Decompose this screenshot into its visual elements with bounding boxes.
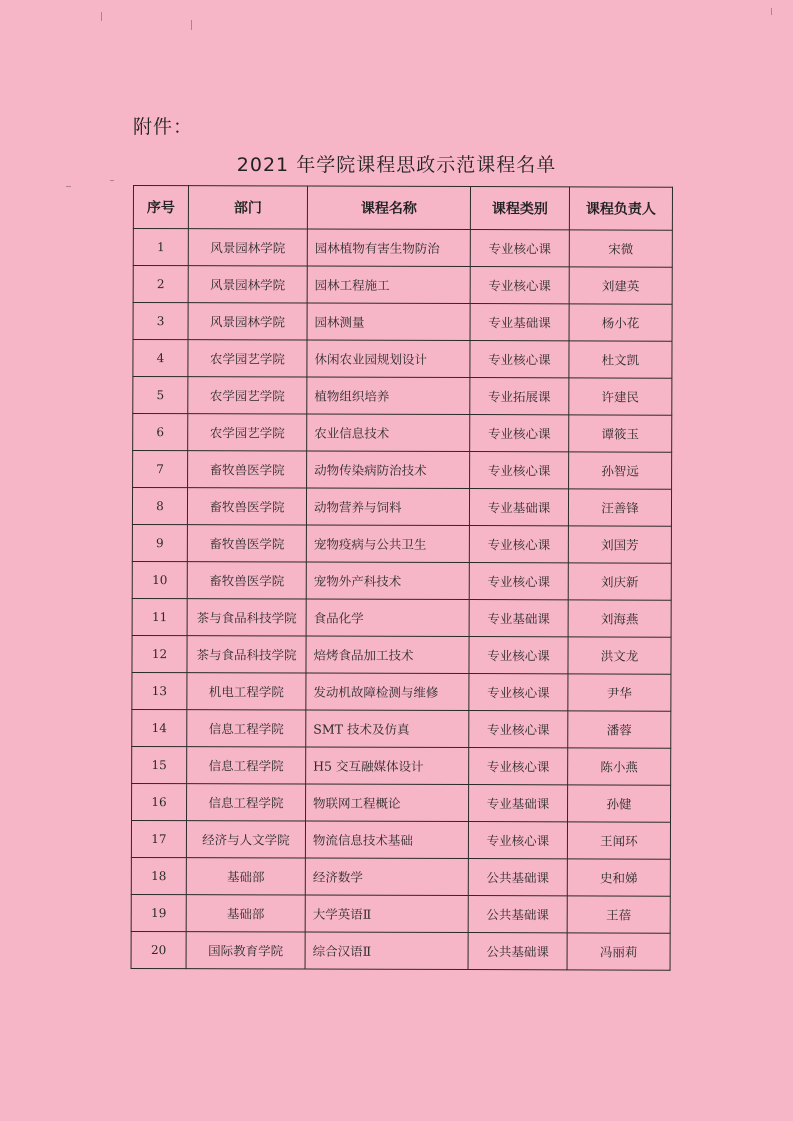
- serial-number-cell: 11: [132, 598, 187, 635]
- course-name-cell: 动物传染病防治技术: [307, 451, 470, 489]
- course-name-cell: 动物营养与饲料: [306, 488, 469, 526]
- department-cell: 茶与食品科技学院: [187, 599, 306, 636]
- serial-number-cell: 8: [132, 488, 187, 525]
- table-row: [133, 414, 672, 453]
- scan-speck: [191, 20, 192, 30]
- table-row: [133, 229, 672, 268]
- course-name-cell: 发动机故障检测与维修: [306, 673, 469, 711]
- course-category-cell: 公共基础课: [468, 859, 567, 896]
- course-lead-cell: 宋微: [569, 230, 672, 267]
- table-row: [132, 598, 671, 637]
- department-cell: 风景园林学院: [188, 266, 307, 303]
- department-cell: 农学园艺学院: [188, 340, 307, 377]
- course-name-cell: 大学英语Ⅱ: [305, 895, 468, 933]
- table-row: [133, 266, 672, 305]
- course-name-cell: 植物组织培养: [307, 377, 470, 415]
- course-category-cell: 专业核心课: [469, 526, 568, 563]
- serial-number-cell: 14: [132, 709, 187, 746]
- table-row: [133, 377, 672, 416]
- department-cell: 基础部: [186, 895, 305, 932]
- course-category-cell: 专业基础课: [470, 304, 569, 341]
- course-lead-cell: 潘蓉: [568, 711, 671, 748]
- serial-number-cell: 6: [133, 414, 188, 451]
- course-category-cell: 专业核心课: [469, 711, 568, 748]
- table-row: [132, 746, 671, 785]
- course-lead-cell: 尹华: [568, 674, 671, 711]
- course-lead-cell: 刘国芳: [568, 526, 671, 563]
- course-category-cell: 专业核心课: [470, 267, 569, 304]
- table-row: [132, 709, 671, 748]
- table-header-row: [133, 186, 672, 231]
- course-name-cell: 焙烤食品加工技术: [306, 636, 469, 674]
- course-name-cell: 园林测量: [307, 303, 470, 341]
- department-cell: 机电工程学院: [187, 673, 306, 710]
- course-lead-cell: 王蓓: [567, 896, 670, 933]
- course-category-cell: 专业核心课: [469, 563, 568, 600]
- course-lead-cell: 杜文凯: [569, 341, 672, 378]
- course-category-cell: 公共基础课: [468, 933, 567, 970]
- course-lead-cell: 谭筱玉: [569, 415, 672, 452]
- table-row: [132, 561, 671, 600]
- serial-number-cell: 9: [132, 524, 187, 561]
- department-cell: 信息工程学院: [187, 747, 306, 784]
- course-lead-cell: 汪善锋: [568, 489, 671, 526]
- table-row: [132, 783, 671, 822]
- table-row: [132, 524, 671, 563]
- document-title: 2021 年学院课程思政示范课程名单: [236, 154, 557, 176]
- course-category-cell: 专业拓展课: [470, 378, 569, 415]
- course-lead-cell: 杨小花: [569, 304, 672, 341]
- serial-number-cell: 5: [133, 377, 188, 414]
- course-name-cell: 物联网工程概论: [306, 784, 469, 822]
- table-row: [132, 672, 671, 711]
- serial-number-cell: 16: [132, 783, 187, 820]
- course-lead-cell: 孙智远: [569, 452, 672, 489]
- course-name-cell: H5 交互融媒体设计: [306, 747, 469, 785]
- department-cell: 信息工程学院: [187, 784, 306, 821]
- course-lead-cell: 许建民: [569, 378, 672, 415]
- serial-number-cell: 18: [131, 857, 186, 894]
- header-course-name: 课程名称: [307, 186, 470, 230]
- course-lead-cell: 刘庆新: [568, 563, 671, 600]
- course-category-cell: 专业核心课: [468, 822, 567, 859]
- serial-number-cell: 1: [133, 229, 188, 266]
- department-cell: 信息工程学院: [187, 710, 306, 747]
- scan-speck: [771, 8, 772, 15]
- attachment-label: 附件：: [133, 116, 194, 138]
- course-category-cell: 专业核心课: [470, 452, 569, 489]
- course-name-cell: 园林工程施工: [307, 266, 470, 304]
- department-cell: 经济与人文学院: [186, 821, 305, 858]
- course-category-cell: 专业核心课: [469, 637, 568, 674]
- department-cell: 畜牧兽医学院: [187, 562, 306, 599]
- serial-number-cell: 13: [132, 672, 187, 709]
- scan-speck: [110, 180, 114, 181]
- serial-number-cell: 12: [132, 635, 187, 672]
- serial-number-cell: 2: [133, 266, 188, 303]
- course-lead-cell: 冯丽莉: [567, 933, 670, 970]
- course-lead-cell: 刘建英: [569, 267, 672, 304]
- course-lead-cell: 孙健: [568, 785, 671, 822]
- course-name-cell: 物流信息技术基础: [305, 821, 468, 859]
- course-name-cell: 经济数学: [305, 858, 468, 896]
- department-cell: 风景园林学院: [188, 229, 307, 266]
- course-lead-cell: 史和娣: [567, 859, 670, 896]
- table-row: [132, 635, 671, 674]
- table-body: [131, 229, 672, 971]
- course-lead-cell: 洪文龙: [568, 637, 671, 674]
- table-row: [131, 820, 670, 859]
- course-name-cell: 综合汉语Ⅱ: [305, 932, 468, 970]
- serial-number-cell: 3: [133, 303, 188, 340]
- department-cell: 畜牧兽医学院: [187, 488, 306, 525]
- table-row: [131, 857, 670, 896]
- course-name-cell: 园林植物有害生物防治: [307, 229, 470, 267]
- table-row: [131, 894, 670, 933]
- course-category-cell: 专业基础课: [469, 785, 568, 822]
- table-row: [133, 303, 672, 342]
- table-row: [133, 340, 672, 379]
- department-cell: 茶与食品科技学院: [187, 636, 306, 673]
- course-name-cell: 休闲农业园规划设计: [307, 340, 470, 378]
- course-lead-cell: 刘海燕: [568, 600, 671, 637]
- header-serial-number: 序号: [133, 186, 188, 229]
- scan-speck: [66, 186, 71, 187]
- serial-number-cell: 15: [132, 746, 187, 783]
- serial-number-cell: 4: [133, 340, 188, 377]
- course-category-cell: 专业核心课: [469, 748, 568, 785]
- course-lead-cell: 王闻环: [567, 822, 670, 859]
- department-cell: 基础部: [186, 858, 305, 895]
- course-name-cell: SMT 技术及仿真: [306, 710, 469, 748]
- header-course-lead: 课程负责人: [569, 187, 672, 230]
- course-name-cell: 农业信息技术: [307, 414, 470, 452]
- department-cell: 畜牧兽医学院: [188, 451, 307, 488]
- table-row: [131, 931, 670, 970]
- course-category-cell: 专业核心课: [470, 341, 569, 378]
- course-name-cell: 食品化学: [306, 599, 469, 637]
- table-row: [133, 451, 672, 490]
- serial-number-cell: 17: [131, 820, 186, 857]
- course-table: [131, 185, 673, 971]
- table-row: [132, 488, 671, 527]
- scan-speck: [101, 12, 102, 21]
- department-cell: 风景园林学院: [188, 303, 307, 340]
- serial-number-cell: 19: [131, 894, 186, 931]
- course-category-cell: 专业核心课: [469, 674, 568, 711]
- course-category-cell: 专业核心课: [470, 415, 569, 452]
- course-category-cell: 专业基础课: [469, 489, 568, 526]
- course-name-cell: 宠物疫病与公共卫生: [306, 525, 469, 563]
- serial-number-cell: 20: [131, 931, 186, 968]
- department-cell: 国际教育学院: [186, 932, 305, 969]
- department-cell: 农学园艺学院: [188, 414, 307, 451]
- course-category-cell: 专业核心课: [470, 230, 569, 267]
- course-category-cell: 专业基础课: [469, 600, 568, 637]
- serial-number-cell: 10: [132, 561, 187, 598]
- course-category-cell: 公共基础课: [468, 896, 567, 933]
- department-cell: 农学园艺学院: [188, 377, 307, 414]
- course-name-cell: 宠物外产科技术: [306, 562, 469, 600]
- course-lead-cell: 陈小燕: [568, 748, 671, 785]
- serial-number-cell: 7: [133, 451, 188, 488]
- header-department: 部门: [188, 186, 307, 229]
- header-course-category: 课程类别: [470, 187, 569, 230]
- department-cell: 畜牧兽医学院: [187, 525, 306, 562]
